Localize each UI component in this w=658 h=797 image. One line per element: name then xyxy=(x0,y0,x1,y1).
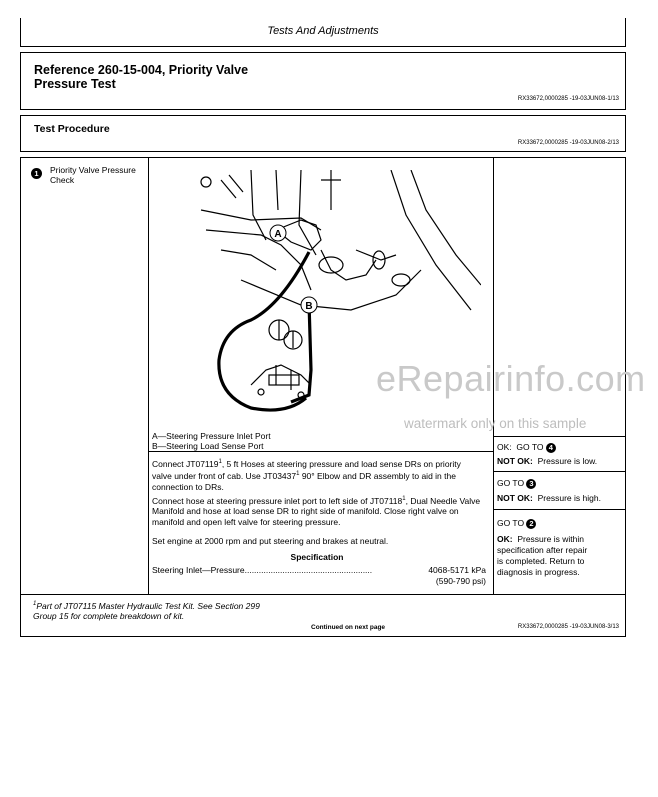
spec-value-psi: (590-790 psi) xyxy=(435,576,486,586)
results-divider-2 xyxy=(493,471,625,472)
reference-code: RX33672,0000285 -19-03JUN08-1/13 xyxy=(517,96,619,102)
continued-label: Continued on next page xyxy=(311,624,386,631)
legend-b: B—Steering Load Sense Port xyxy=(152,441,264,451)
legend-divider xyxy=(148,451,494,452)
watermark-brand: eRepairinfo.com xyxy=(376,358,646,399)
frame-bracket xyxy=(221,175,243,198)
column-divider-left xyxy=(148,158,149,594)
instruction-para-3: Set engine at 2000 rpm and put steering and brakes at neutral. xyxy=(152,536,389,546)
hydraulic-line-1 xyxy=(201,210,321,230)
result-goto-3-line xyxy=(497,478,536,489)
goto-3-number[interactable]: 3 xyxy=(526,479,536,489)
instruction-para-2: Connect hose at steering pressure inlet port to left side of JT07118$^1$, Dual Needle Valve Manifold and hose at load sense DR to right side of manifold. Close right valve on manifold and open left valve for steering pressure. xyxy=(152,495,481,527)
procedure-title: Test Procedure xyxy=(34,123,110,135)
step-title-line2: Check xyxy=(50,175,75,185)
fitting-shape xyxy=(373,251,385,269)
spec-heading: Specification xyxy=(290,552,344,562)
result-ok-line: OK: GO TO 4 xyxy=(497,442,556,453)
reference-title-line1: Reference 260-15-004, Priority Valve xyxy=(34,63,249,77)
result-notok-low: NOT OK: Pressure is low. xyxy=(497,456,598,466)
callout-b-label: B xyxy=(305,301,313,312)
footnote: $^1$Part of JT07115 Master Hydraulic Test Kit. See Section 299 Group 15 for complete breakdown of kit. xyxy=(33,600,260,622)
bolt-shape xyxy=(201,177,211,187)
instruction-para-1: Connect JT07119$^1$, 5 ft Hoses at steering pressure and load sense DRs on priority valve under front of cab. Use JT03437$^1$ 90° Elbow and DR assembly to aid in the connection to DRs. xyxy=(152,458,461,492)
header-title: Tests And Adjustments xyxy=(267,25,379,37)
step-number: 1 xyxy=(31,168,42,179)
manifold-body xyxy=(269,375,299,385)
reference-box xyxy=(20,52,626,110)
cab-frame-lines xyxy=(251,170,316,255)
callout-a-label: A xyxy=(274,229,282,240)
goto-2-number[interactable]: 2 xyxy=(526,519,536,529)
footnote-divider xyxy=(21,594,625,595)
watermark-note: watermark only on this sample xyxy=(404,416,587,431)
footer-code: RX33672,0000285 -19-03JUN08-3/13 xyxy=(517,624,619,630)
page-header xyxy=(20,18,626,47)
result-ok-within-4: diagnosis in progress. xyxy=(497,567,580,577)
goto-3-link[interactable]: GO TO xyxy=(497,478,525,488)
results-divider-3 xyxy=(493,509,625,510)
reference-title-line2: Pressure Test xyxy=(34,77,116,91)
procedure-box xyxy=(20,115,626,152)
result-goto-2-line xyxy=(497,518,536,529)
goto-4-link[interactable]: GO TO xyxy=(516,442,544,452)
result-ok-within-2: specification after repair xyxy=(497,545,588,555)
results-divider-1 xyxy=(493,436,625,437)
cab-edge-line xyxy=(321,170,471,310)
procedure-code: RX33672,0000285 -19-03JUN08-2/13 xyxy=(517,140,619,146)
goto-2-link[interactable]: GO TO xyxy=(497,518,525,528)
step-title-line1: Priority Valve Pressure xyxy=(50,165,136,175)
spec-dots: ...................................................... xyxy=(244,565,373,575)
hose-b xyxy=(291,302,311,402)
result-ok-within-1: OK: Pressure is within xyxy=(497,534,584,544)
hydraulic-line-3 xyxy=(221,250,276,270)
legend-a: A—Steering Pressure Inlet Port xyxy=(152,431,271,441)
spec-value: 4068-5171 kPa xyxy=(428,565,486,575)
cab-edge-line-2 xyxy=(411,170,481,285)
result-notok-high: NOT OK: Pressure is high. xyxy=(497,493,601,503)
fitting-shape-2 xyxy=(392,274,410,286)
spec-label: Steering Inlet—Pressure xyxy=(152,565,245,575)
result-ok-within-3: is completed. Return to xyxy=(497,556,585,566)
goto-4-number[interactable]: 4 xyxy=(546,443,556,453)
step-number-badge xyxy=(31,165,42,183)
